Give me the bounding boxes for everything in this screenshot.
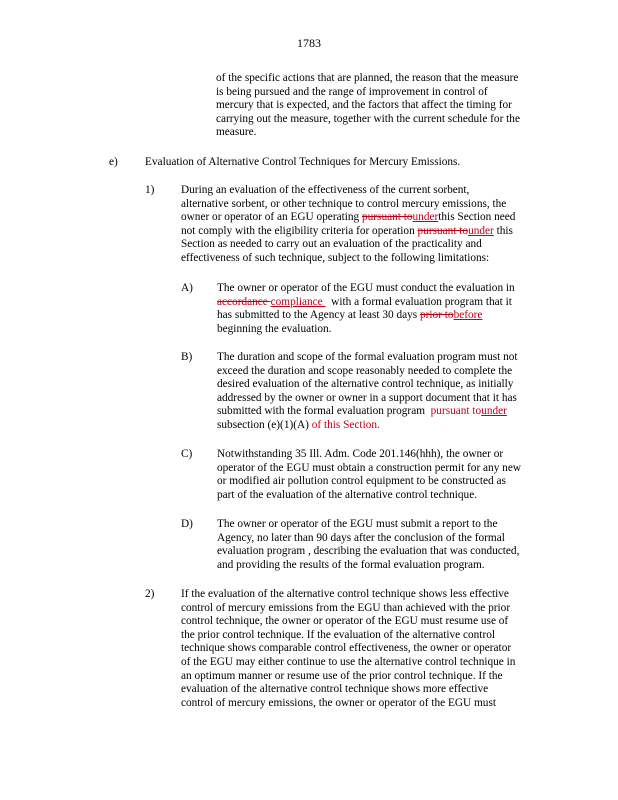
item-1-line: Section as needed to carry out an evaluation of the practicality and [181, 238, 482, 251]
sub-b-line: The duration and scope of the formal evaluation program must not [217, 351, 518, 363]
cont-line: carrying out the measure, together with the current schedule for the [216, 112, 520, 125]
text-run: with a formal evaluation program that it [325, 295, 512, 308]
inserted-period: . [377, 418, 380, 431]
cont-line: measure. [216, 126, 257, 139]
text-run: this Section need [438, 211, 516, 224]
text-run: subsection (e)(1)(A) [217, 418, 312, 431]
sub-c-line: part of the evaluation of the alternative control technique. [217, 488, 478, 501]
item-2-line: evaluation of the alternative control technique shows more effective [181, 683, 489, 696]
item-2-line: of the EGU may either continue to use the alternative control technique in [181, 655, 516, 668]
sub-a-line: beginning the evaluation. [217, 322, 332, 335]
item-2-label: 2) [145, 588, 155, 600]
item-2-line: the prior control technique. If the evaluation of the alternative control [181, 628, 495, 641]
item-1-line [181, 211, 515, 225]
inserted-text: under [481, 405, 507, 418]
sub-a-line [217, 296, 515, 310]
subsection-b-label: B) [181, 351, 193, 363]
item-2-line: If the evaluation of the alternative control technique shows less effective [181, 588, 509, 600]
subsection-c-text [217, 448, 521, 502]
sub-a-line: The owner or operator of the EGU must conduct the evaluation in [217, 282, 515, 294]
deleted-text: pursuant to [417, 224, 469, 237]
item-1-line [181, 225, 515, 239]
subsection-d-label: D) [181, 518, 193, 530]
section-e-heading: Evaluation of Alternative Control Techniques for Mercury Emissions. [145, 156, 461, 168]
sub-c-line: or modified air pollution control equipment to be constructed as [217, 475, 506, 488]
text-run: submitted with the formal evaluation program [217, 405, 431, 418]
sub-b-line: desired evaluation of the alternative control technique, as initially [217, 378, 514, 391]
sub-c-line: Notwithstanding 35 Ill. Adm. Code 201.146(hhh), the owner or [217, 448, 504, 460]
text-run: owner or operator of an EGU operating [181, 211, 362, 224]
inserted-text: before [453, 309, 483, 322]
sub-c-line: operator of the EGU must obtain a construction permit for any new [217, 461, 521, 474]
sub-a-line [217, 309, 515, 323]
subsection-a-label: A) [181, 282, 193, 294]
inserted-text: of this Section [311, 418, 378, 431]
item-2-line: control of mercury emissions from the EGU than achieved with the prior [181, 601, 511, 614]
sub-b-line: addressed by the owner or owner in a support document that it has [217, 391, 517, 404]
inserted-text: pursuant to [430, 405, 482, 418]
item-1-line: effectiveness of such technique, subject to the following limitations: [181, 251, 490, 264]
sub-d-line: and providing the results of the formal evaluation program. [217, 558, 485, 571]
sub-d-line: Agency, no later than 90 days after the conclusion of the formal [217, 531, 505, 544]
deleted-text: accordance [217, 295, 271, 308]
cont-line: mercury that is expected, and the factors that affect the timing for [216, 99, 512, 112]
subsection-a-text [217, 282, 515, 336]
inserted-text: compliance [270, 295, 326, 308]
text-run: not comply with the eligibility criteria for operation [181, 224, 418, 237]
item-2-line: technique shows comparable control effectiveness, the owner or operator [181, 642, 512, 655]
continuation-paragraph [216, 72, 520, 140]
subsection-b-text [217, 351, 518, 433]
subsection-c-label: C) [181, 448, 193, 460]
text-run: this [493, 224, 513, 237]
item-1-line: alternative sorbent, or other technique to control mercury emissions, the [181, 197, 507, 210]
item-1-line: During an evaluation of the effectiveness of the current sorbent, [181, 184, 470, 196]
cont-line: is being pursued and the range of improvement in control of [216, 85, 488, 98]
item-2-line: control of mercury emissions, the owner or operator of the EGU must [181, 696, 496, 709]
cont-line: of the specific actions that are planned, the reason that the measure [216, 72, 519, 84]
sub-b-line: exceed the duration and scope reasonably needed to complete the [217, 364, 513, 377]
sub-b-line [217, 419, 518, 433]
inserted-text: under [412, 211, 439, 224]
deleted-text: pursuant to [362, 211, 413, 224]
text-run: has submitted to the Agency at least 30 days [217, 309, 420, 322]
item-2-text [181, 588, 515, 710]
item-1-text [181, 184, 515, 266]
sub-d-line: evaluation program , describing the evaluation that was conducted, [217, 545, 520, 558]
item-2-line: control technique, the owner or operator of the EGU must resume use of [181, 615, 509, 628]
item-2-line: an optimum manner or resume use of the prior control technique. If the [181, 669, 503, 682]
sub-d-line: The owner or operator of the EGU must submit a report to the [217, 518, 498, 530]
subsection-d-text [217, 518, 519, 572]
inserted-text: under [468, 224, 494, 237]
sub-b-line [217, 405, 518, 419]
item-1-label: 1) [145, 184, 155, 196]
section-e-label: e) [109, 156, 118, 168]
page-number: 1783 [297, 36, 321, 50]
deleted-text: prior to [420, 309, 454, 322]
